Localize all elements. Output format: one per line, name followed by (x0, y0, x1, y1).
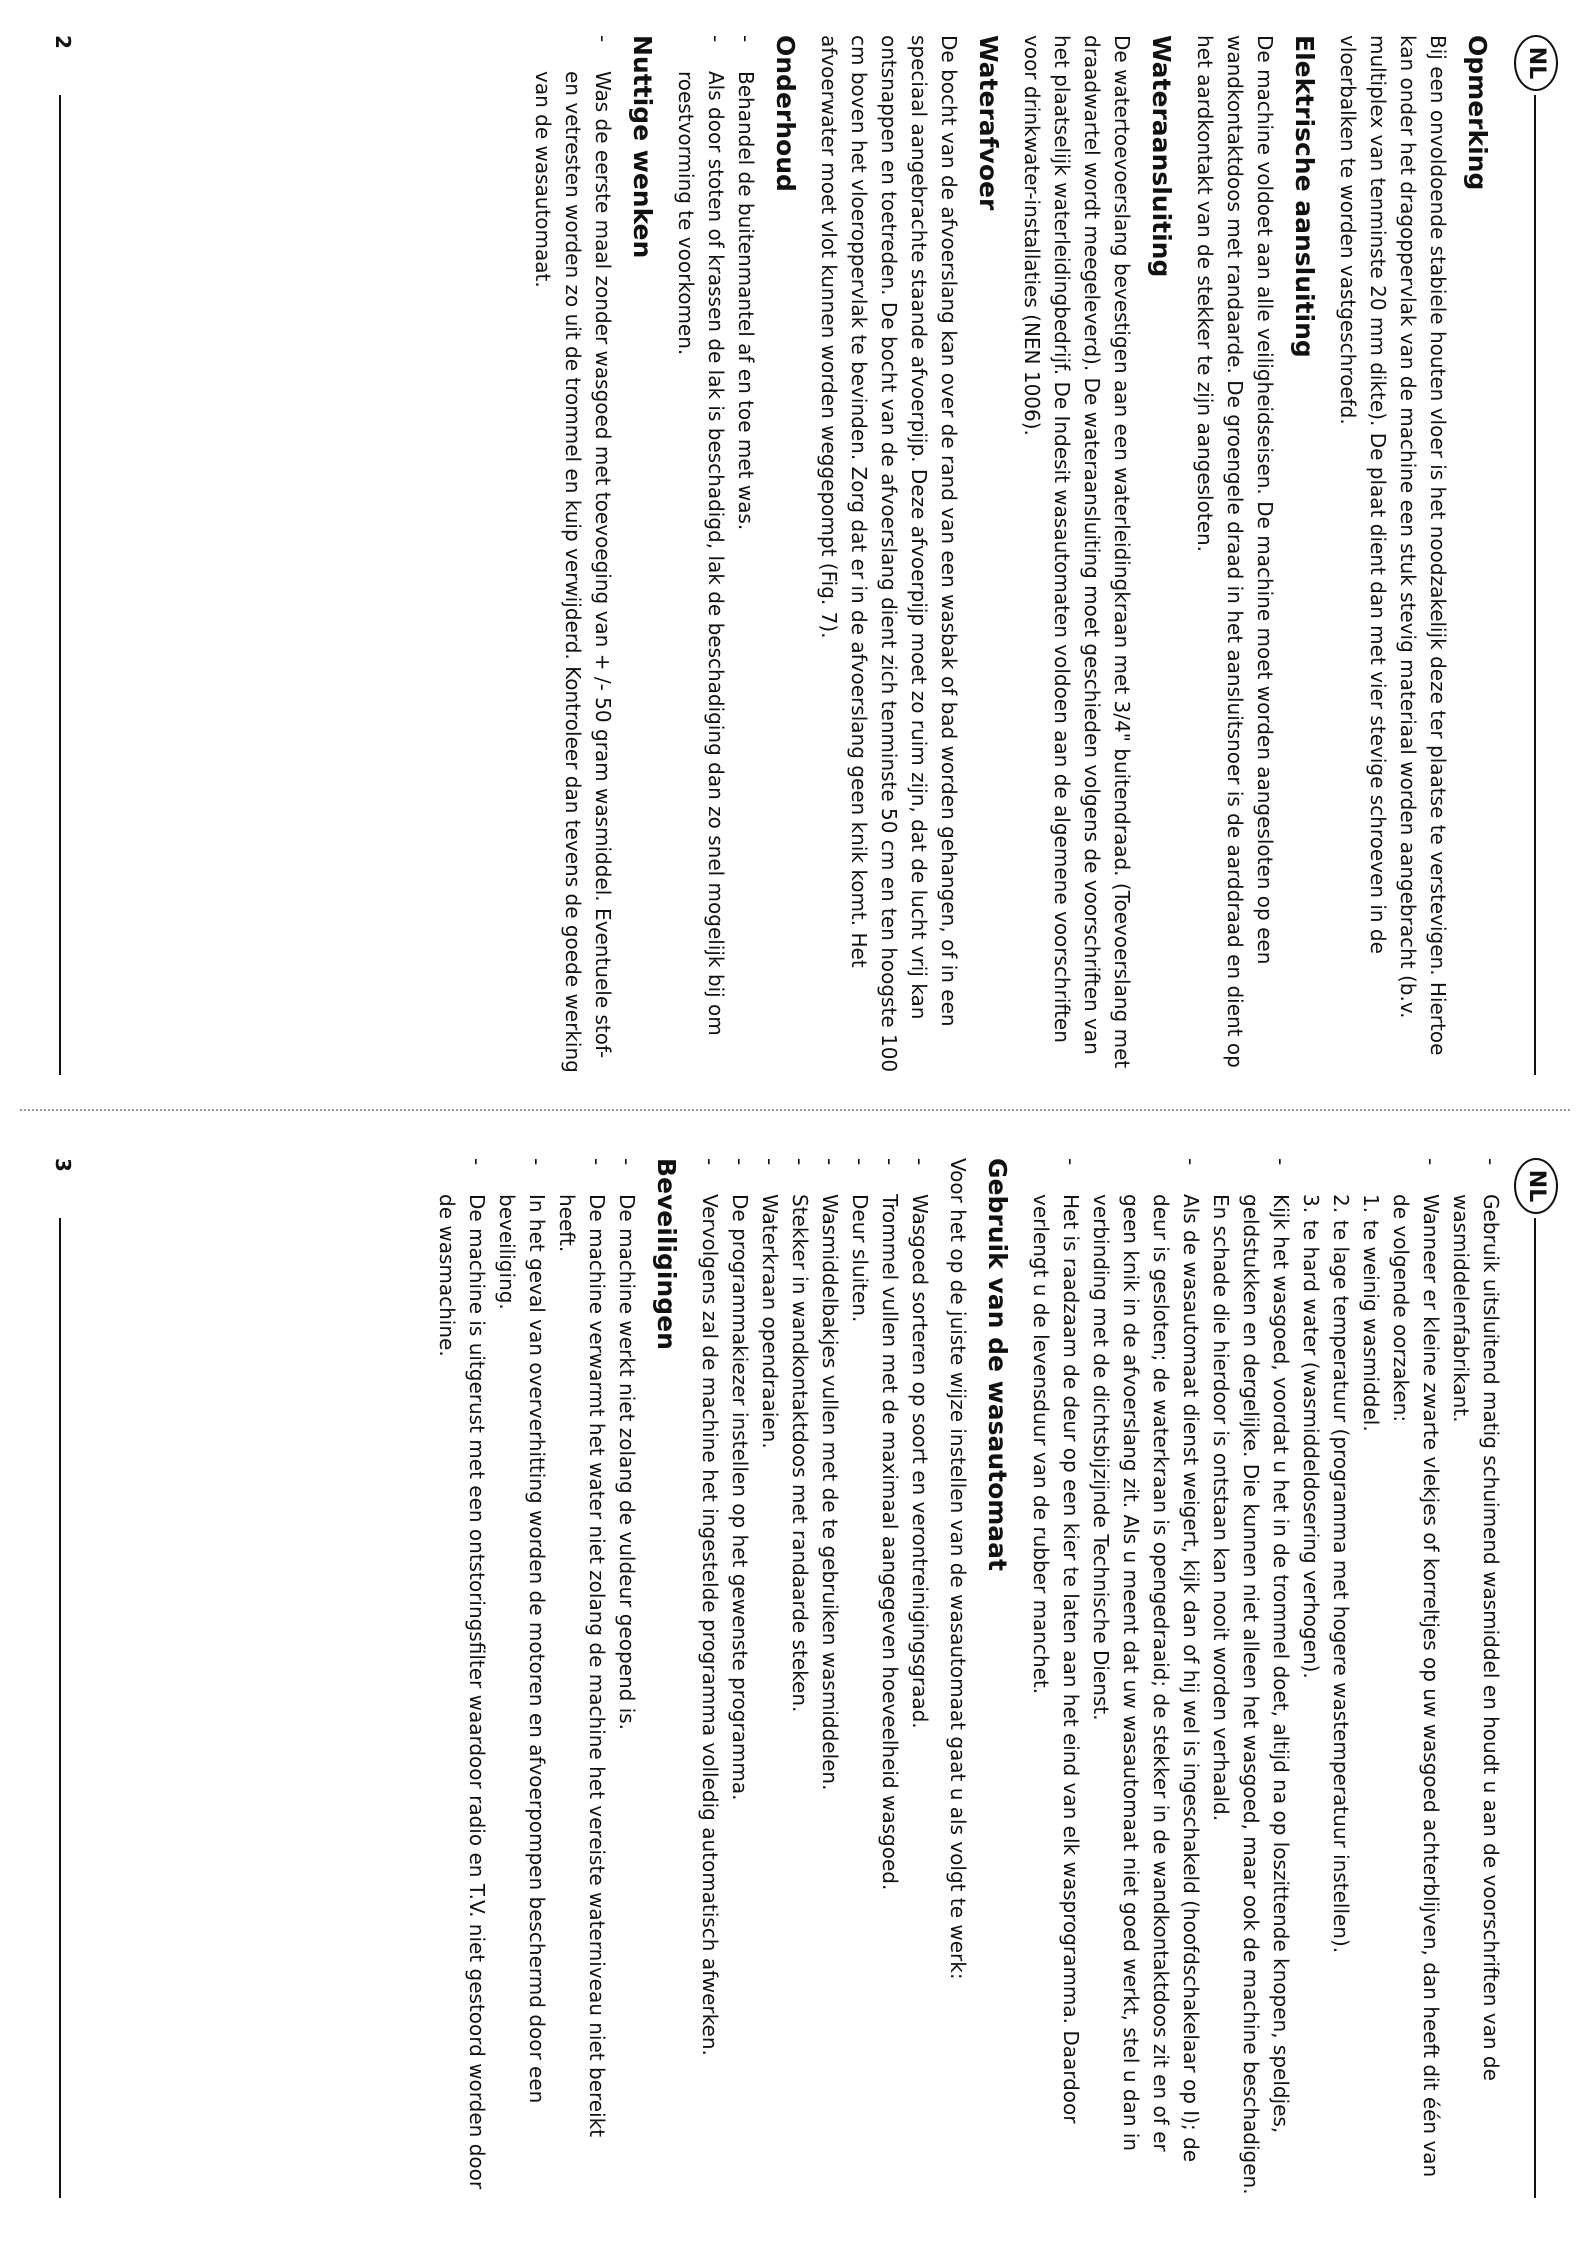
list-item: - Waterkraan opendraaien. (758, 1158, 782, 1449)
text-gebruik-intro: Voor het op de juiste wijze instellen van de wasautomaat gaat u als volgt te werk: (946, 1158, 970, 1980)
heading-waterafvoer: Waterafvoer (974, 35, 1003, 211)
list-item: - Deur sluiten. (848, 1158, 872, 1323)
heading-onderhoud: Onderhoud (771, 35, 800, 192)
page-3-content (33, 1158, 1560, 2198)
list-item: - Was de eerste maal zonder wasgoed met toevoeging van + /- 50 gram wasmiddel. Eventuele stof- en vetresten worden zo uit de trommel en kuip verwijderd. Kontroleer dan tevens de goede werking van de wasautomaat. (531, 35, 615, 1073)
list-nuttige-wenken (528, 35, 618, 1075)
page-number: 3 (51, 1158, 75, 1172)
page-2 (0, 0, 1587, 1122)
header-rule (1534, 1218, 1536, 2198)
heading-gebruik-van-de-wasautomaat: Gebruik van de wasautomaat (983, 1158, 1012, 1572)
list-item: - De machine werkt niet zolang de vuldeur geopend is. (615, 1158, 639, 1731)
list-item: - Stekker in wandkontaktdoos met randaarde steken. (788, 1158, 812, 1713)
list-item: - Als door stoten of krassen de lak is beschadigd, lak de beschadiging dan zo snel mogelijk bij om roestvorming te voorkomen. (674, 35, 728, 1036)
list-item: - De machine verwarmt het water niet zolang de machine het vereiste waterniveau niet bereikt heeft. (555, 1158, 609, 2138)
list-item: - Wasgoed sorteren op soort en verontreinigingsgraad. (908, 1158, 932, 1729)
list-item: - In het geval van oververhitting worden de motoren en afvoerpompen beschermd door een beveiliging. (495, 1158, 549, 2104)
list-item: - Gebruik uitsluitend matig schuimend wasmiddel en houdt u aan de voorschriften van de wasmiddelenfabrikant. (1449, 1158, 1503, 2081)
text-waterafvoer: De bocht van de afvoerslang kan over de rand van een wasbak of bad worden gehangen, of in een speciaal aangebrachte staande afvoerpijp. Deze afvoerpijp moet zo ruim zijn, dat de lucht vrij kan ontsnappen en toetreden. De bocht van de afvoerslang dient zich tenminste 50 cm en ten hoogste 100 cm boven het vloeroppervlak te bevinden. Zorg dat er in de afvoerslang geen knik komt. Het afvoerwater moet vlot kunnen worden weggepompt (Fig. 7). (817, 35, 961, 1073)
page-footer (39, 35, 79, 1075)
list-item-numbered: 1.te weinig wasmiddel. (1359, 1194, 1383, 1432)
page-header (1510, 1158, 1560, 2198)
page-header (1510, 35, 1560, 1075)
list-item: - Behandel de buitenmantel af en toe met was. (734, 35, 758, 531)
heading-beveiligingen: Beveiligingen (652, 1158, 681, 1350)
list-beveiligingen (432, 1158, 642, 2198)
list-item: - Wasmiddelbakjes vullen met de te gebruiken wasmiddelen. (818, 1158, 842, 1791)
list-item: - Als de wasautomaat dienst weigert, kijk dan of hij wel is ingeschakeld (hoofdschakelaar op I); de deur is gesloten; de waterkraan is opengedraaid; de stekker in de wandkontaktdoos zit en of er geen knik in de afvoerslang zit. Als u meent dat uw wasautomaat niet goed werkt, stel u dan in verbinding met de dichtsbijzijnde Technische Dienst. (1089, 1158, 1203, 2163)
list-onderhoud (671, 35, 761, 1075)
list-item: - Vervolgens zal de machine het ingestelde programma volledig automatisch afwerken. (698, 1158, 722, 2056)
heading-elektrische-aansluiting: Elektrische aansluiting (1290, 35, 1319, 358)
list-item: - De programmakiezer instellen op het gewenste programma. (728, 1158, 752, 1801)
page-footer (39, 1158, 79, 2198)
text-wateraansluiting: De watertoevoerslang bevestigen aan een waterleidingkraan met 3/4" buitendraad. (Toevoerslang met draadwartel wordt meegeleverd). De wateraansluiting moet geschieden volgens de voorschriften van het plaatselijk waterleidingbedrijf. De Indesit wasautomaten voldoen aan de algemene voorschriften voor drinkwater-installaties (NEN 1006). (1020, 35, 1134, 1069)
nl-badge: NL (1514, 1158, 1558, 1214)
list-item: - Wanneer er kleine zwarte vlekjes of korreltjes op uw wasgoed achterblijven, dan heeft dit één van de volgende oorzaken: (1389, 1158, 1443, 2178)
heading-opmerking: Opmerking (1463, 35, 1492, 191)
heading-nuttige-wenken: Nuttige wenken (628, 35, 657, 259)
page-3 (0, 1123, 1587, 2245)
page-number: 2 (51, 35, 75, 49)
list-item-numbered: 3.te hard water (wasmiddeldosering verhogen). (1299, 1194, 1323, 1679)
list-item: - Kijk het wasgoed, voordat u het in de trommel doet, altijd na op loszittende knopen, speldjes, geldstukken en dergelijke. Die kunnen niet alleen het wasgoed, maar ook de machine beschadigen. En schade die hierdoor is ontstaan kan nooit worden verhaald. (1209, 1158, 1293, 2195)
list-item-numbered: 2.te lage temperatuur (programma met hogere wastemperatuur instellen). (1329, 1194, 1353, 1954)
footer-rule (59, 1218, 61, 2198)
nl-badge: NL (1514, 35, 1558, 91)
page-2-content (33, 35, 1560, 1075)
text-opmerking: Bij een onvoldoende stabiele houten vloer is het noodzakelijk deze ter plaatse te verstevigen. Hiertoe kan onder het dragoppervlak van de machine een stuk stevig materiaal worden aangebracht (b.v. multiplex van tenminste 20 mm dikte). De plaat dient dan met vier stevige schroeven in de vloerbalken te worden vastgeschroefd. (1336, 35, 1450, 1056)
list-item: - Het is raadzaam de deur op een kier te laten aan het eind van elk wasprogramma. Daardoor verlengt u de levensduur van de rubber manchet. (1029, 1158, 1083, 2124)
list-item: - Trommel vullen met de maximaal aangegeven hoeveelheid wasgoed. (878, 1158, 902, 1891)
list-wasmiddel-tips (1026, 1158, 1506, 2198)
page-fold-divider (20, 1109, 1570, 1111)
list-gebruik-steps (695, 1158, 935, 2198)
list-item: - De machine is uitgerust met een ontstoringsfilter waardoor radio en T.V. niet gestoord worden door de wasmachine. (435, 1158, 489, 2190)
text-elektrische-aansluiting: De machine voldoet aan alle veiligheidseisen. De machine moet worden aangesloten op een wandkontaktdoos met randaarde. De groengele draad in het aansluitsnoer is de aarddraad en dient op het aardkontakt van de stekker te zijn aangesloten. (1193, 35, 1277, 1068)
footer-rule (59, 95, 61, 1075)
header-rule (1534, 95, 1536, 1075)
heading-wateraansluiting: Wateraansluiting (1147, 35, 1176, 278)
